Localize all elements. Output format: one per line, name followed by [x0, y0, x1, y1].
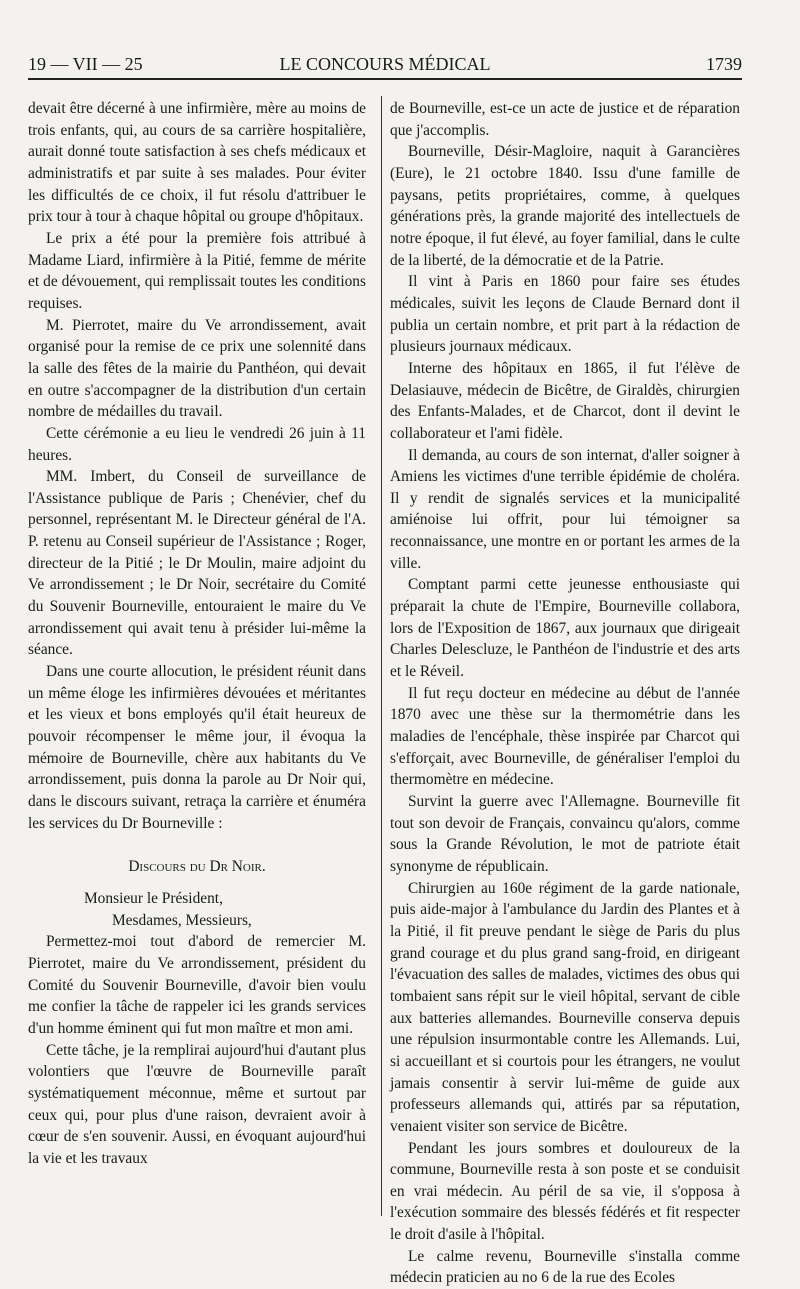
paragraph: Cette tâche, je la remplirai aujourd'hui d'autant plus volontiers que l'œuvre de Bourneville paraît systématiquement méconnue, même et surtout par ceux qui, pour plus d'une raison, devraient avoir à cœur de s'en souvenir. Aussi, en évoquant aujourd'hui la vie et les travaux	[28, 1041, 366, 1167]
paragraph: devait être décerné à une infirmière, mère au moins de trois enfants, qui, au cours de sa carrière hospitalière, aurait donné toute satisfaction à ses chefs médicaux et administratifs et par suite à ses malades. Pour éviter les difficultés de ce choix, il fut résolu d'attribuer le prix tour à tour à chaque hôpital ou groupe d'hôpitaux.	[28, 100, 366, 226]
page-number: 1739	[706, 54, 742, 74]
paragraph: MM. Imbert, du Conseil de surveillance de l'Assistance publique de Paris ; Chenévier, chef du personnel, représentant M. le Directeur général de l'A. P. retenu au Conseil supérieur de l'Assistance ; Roger, directeur de la Pitié ; le Dr Moulin, maire adjoint du Ve arrondissement ; le Dr Noir, secrétaire du Comité du Souvenir Bourneville, entouraient le maire du Ve arrondissement qui avait tenu à présider lui-même la séance.	[28, 468, 366, 659]
salutation: Mesdames, Messieurs,	[112, 911, 252, 929]
paragraph: de Bourneville, est-ce un acte de justice et de réparation que j'accomplis.	[390, 100, 740, 139]
paragraph: Permettez-moi tout d'abord de remercier M. Pierrotet, maire du Ve arrondissement, président du Comité du Souvenir Bourneville, d'avoir bien voulu me confier la tâche de rappeler ici les grands services d'un homme éminent qui fut mon maître et mon ami.	[28, 933, 366, 1037]
paragraph: Survint la guerre avec l'Allemagne. Bourneville fit tout son devoir de Français, convaincu qu'alors, comme sous la Grande Révolution, le mot de patriote était synonyme de républicain.	[390, 793, 740, 875]
paragraph: Bourneville, Désir-Magloire, naquit à Garancières (Eure), le 21 octobre 1840. Issu d'une famille de paysans, petits propriétaires, comme, à quelques générations près, la grande majorité des intellectuels de notre époque, il fut élevé, au foyer familial, dans le culte de la liberté, de la démocratie et de la Patrie.	[390, 143, 740, 269]
issue-date: 19 — VII — 25	[28, 54, 143, 74]
paragraph: Il vint à Paris en 1860 pour faire ses études médicales, suivit les leçons de Claude Bernard dont il publia un certain nombre, et prit part à la rédaction de plusieurs journaux médicaux.	[390, 273, 740, 356]
header-rule	[28, 78, 742, 80]
salutation: Monsieur le Président,	[84, 889, 223, 907]
paragraph: Le prix a été pour la première fois attribué à Madame Liard, infirmière à la Pitié, femme de mérite et de dévouement, qui remplissait toutes les conditions requises.	[28, 229, 366, 312]
paragraph: Pendant les jours sombres et douloureux de la commune, Bourneville resta à son poste et se conduisit en vrai médecin. Au péril de sa vie, il s'opposa à l'exécution sommaire des blessés fédérés et fit respecter le droit d'asile à l'hôpital.	[390, 1139, 740, 1244]
paragraph: Interne des hôpitaux en 1865, il fut l'élève de Delasiauve, médecin de Bicêtre, de Giraldès, chirurgien des Enfants-Malades, et de Charcot, dont il devint le collaborateur et l'ami fidèle.	[390, 359, 740, 442]
paragraph: Cette cérémonie a eu lieu le vendredi 26 juin à 11 heures.	[28, 424, 366, 464]
speech-heading: Discours du Dr Noir.	[128, 858, 266, 876]
paragraph: Il fut reçu docteur en médecine au début de l'année 1870 avec une thèse sur la thermométrie dans les maladies de l'encéphale, thèse inspirée par Charcot qui s'efforçait, avec Bourneville, de généraliser l'emploi du thermomètre en médecine.	[390, 684, 740, 789]
paragraph: Il demanda, au cours de son internat, d'aller soigner à Amiens les victimes d'une terrible épidémie de choléra. Il y rendit de signalés services et la municipalité amiénoise lui offrit, pour lui témoigner sa reconnaissance, une montre en or portant les armes de la ville.	[390, 446, 740, 572]
paragraph: Chirurgien au 160e régiment de la garde nationale, puis aide-major à l'ambulance du Jardin des Plantes et à la Pitié, il fit preuve pendant le siège de Paris du plus grand courage et du plus grand sang-froid, en dirigeant l'évacuation des salles de malades, victimes des obus qui tombaient sans répit sur le vieil hôpital, servant de cible aux batteries allemandes. Bourneville conserva depuis une répulsion insurmontable contre les Allemands. Lui, si accueillant et si courtois pour les étrangers, ne voulut jamais consentir à servir lui-même de guide aux professeurs allemands qui, attirés par sa réputation, venaient visiter son service de Bicêtre.	[390, 879, 740, 1135]
paragraph: M. Pierrotet, maire du Ve arrondissement, avait organisé pour la remise de ce prix une solennité dans la salle des fêtes de la mairie du Panthéon, qui devait en outre s'accompagner de la distribution d'un certain nombre de médailles du travail.	[28, 316, 366, 421]
right-column	[390, 98, 740, 1289]
left-column	[28, 98, 366, 1170]
paragraph: Dans une courte allocution, le président réunit dans un même éloge les infirmières dévouées et méritantes et les vieux et bons employés qu'il était heureux de pouvoir récompenser le même jour, il évoqua la mémoire de Bourneville, chère aux habitants du Ve arrondissement, puis donna la parole au Dr Noir qui, dans le discours suivant, retraça la carrière et énuméra les services du Dr Bourneville :	[28, 663, 366, 832]
paragraph: Le calme revenu, Bourneville s'installa comme médecin praticien au no 6 de la rue des Ecoles	[390, 1247, 740, 1287]
paragraph: Comptant parmi cette jeunesse enthousiaste qui préparait la chute de l'Empire, Bourneville collabora, lors de l'Exposition de 1867, aux journaux que dirigeait Charles Delescluze, le Panthéon de l'industrie et des arts et le Réveil.	[390, 576, 740, 681]
journal-title: LE CONCOURS MÉDICAL	[279, 54, 491, 74]
column-divider	[381, 96, 382, 1216]
